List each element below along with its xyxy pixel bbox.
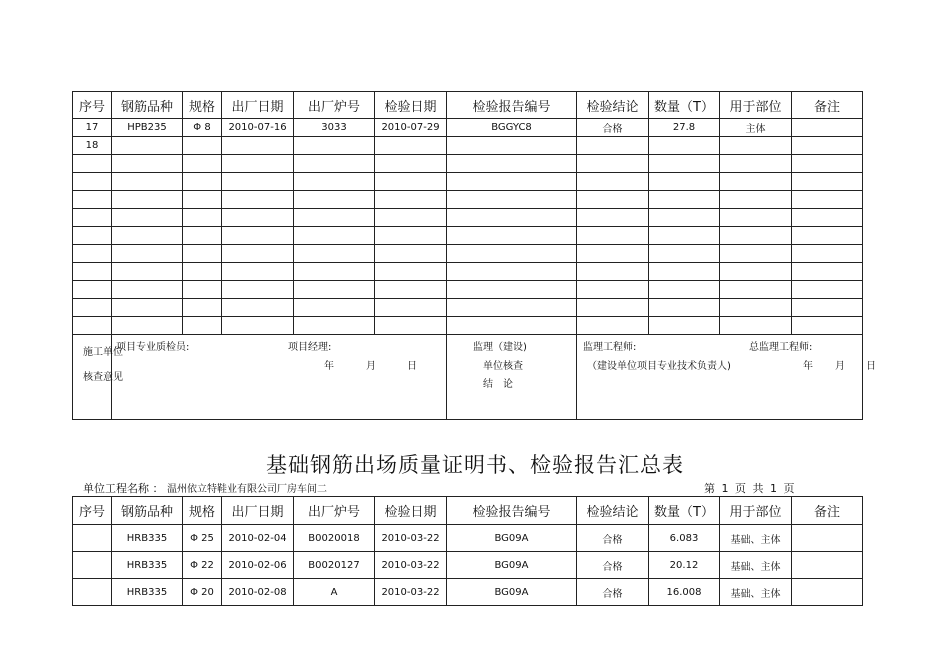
- table-cell: [375, 173, 447, 191]
- column-header: 检验报告编号: [447, 92, 577, 119]
- table-cell: [447, 245, 577, 263]
- table-cell: [792, 209, 863, 227]
- table-cell: Φ 8: [183, 119, 222, 137]
- table-cell: A: [294, 579, 375, 606]
- column-header: 出厂炉号: [294, 92, 375, 119]
- unit-project-name: 温州依立特鞋业有限公司厂房车间二: [167, 484, 327, 495]
- table-cell: [73, 263, 112, 281]
- table-cell: [792, 155, 863, 173]
- table-cell: [447, 191, 577, 209]
- table-cell: [792, 245, 863, 263]
- table-cell: BGGYC8: [447, 119, 577, 137]
- table-cell: [720, 209, 792, 227]
- table-cell: HRB335: [112, 579, 183, 606]
- table-cell: [222, 245, 294, 263]
- column-header: 数量（T）: [649, 92, 720, 119]
- table-cell: [720, 173, 792, 191]
- column-header: 备注: [792, 92, 863, 119]
- table-cell: [649, 299, 720, 317]
- table-cell: [222, 299, 294, 317]
- month-label: 月: [835, 361, 845, 372]
- table-cell: [577, 263, 649, 281]
- table-cell: HPB235: [112, 119, 183, 137]
- table-cell: [112, 317, 183, 335]
- table-row: [73, 579, 863, 606]
- table-cell: Φ 22: [183, 552, 222, 579]
- table-row: [73, 155, 863, 173]
- table-cell: [112, 281, 183, 299]
- unit-review-label: 单位核查: [483, 361, 523, 372]
- table-cell: [294, 245, 375, 263]
- table-cell: [577, 155, 649, 173]
- table-cell: [73, 299, 112, 317]
- table-cell: [222, 173, 294, 191]
- table-cell: [183, 245, 222, 263]
- table-cell: [792, 191, 863, 209]
- table-cell: [649, 173, 720, 191]
- table-cell: 20.12: [649, 552, 720, 579]
- table-cell: [112, 191, 183, 209]
- page-title: 基础钢筋出场质量证明书、检验报告汇总表: [266, 453, 684, 477]
- column-header: 钢筋品种: [112, 92, 183, 119]
- table-cell: [294, 227, 375, 245]
- table-cell: [73, 525, 112, 552]
- column-header: 备注: [792, 497, 863, 525]
- column-header: 出厂日期: [222, 92, 294, 119]
- column-header: 用于部位: [720, 92, 792, 119]
- table-cell: [222, 317, 294, 335]
- review-opinion-label: 核查意见: [83, 372, 123, 383]
- table-row: [73, 299, 863, 317]
- table-row: [73, 191, 863, 209]
- unit-project-line: [83, 480, 327, 496]
- table-cell: [73, 191, 112, 209]
- column-header: 检验报告编号: [447, 497, 577, 525]
- table-cell: [720, 263, 792, 281]
- table-row: [73, 245, 863, 263]
- table-cell: HRB335: [112, 525, 183, 552]
- table-cell: [720, 227, 792, 245]
- column-header: 序号: [73, 497, 112, 525]
- page-info: 第 1 页 共 1 页: [704, 482, 795, 495]
- table-cell: [183, 137, 222, 155]
- table-cell: [792, 579, 863, 606]
- table-cell: [183, 317, 222, 335]
- header-row: [73, 92, 863, 119]
- chief-supervising-engineer-label: 总监理工程师:: [749, 342, 813, 353]
- table-cell: [375, 155, 447, 173]
- table-cell: [720, 137, 792, 155]
- table-cell: [792, 227, 863, 245]
- table-cell: [183, 281, 222, 299]
- table-cell: [73, 317, 112, 335]
- table-cell: [294, 137, 375, 155]
- table-cell: 2010-02-08: [222, 579, 294, 606]
- table-cell: 17: [73, 119, 112, 137]
- table-cell: [183, 209, 222, 227]
- table-cell: [294, 173, 375, 191]
- table-cell: [577, 173, 649, 191]
- column-header: 出厂炉号: [294, 497, 375, 525]
- table-cell: [649, 137, 720, 155]
- table-cell: [73, 173, 112, 191]
- table-cell: 2010-02-04: [222, 525, 294, 552]
- table-cell: 2010-03-22: [375, 525, 447, 552]
- project-manager-label: 项目经理:: [288, 342, 332, 353]
- table-cell: BG09A: [447, 579, 577, 606]
- table-cell: [73, 552, 112, 579]
- table-cell: 合格: [577, 579, 649, 606]
- table-cell: 合格: [577, 119, 649, 137]
- month-label: 月: [366, 361, 376, 372]
- table-cell: [222, 137, 294, 155]
- table-cell: [577, 281, 649, 299]
- supervision-label: 监理（建设): [473, 342, 527, 353]
- column-header: 规格: [183, 497, 222, 525]
- table-cell: [73, 227, 112, 245]
- table-cell: [577, 137, 649, 155]
- table-cell: [649, 155, 720, 173]
- table-cell: [222, 281, 294, 299]
- construction-sign-cell: [112, 335, 447, 420]
- table-cell: [183, 155, 222, 173]
- table-row: [73, 263, 863, 281]
- table-cell: [720, 191, 792, 209]
- table-cell: [375, 209, 447, 227]
- table-row: [73, 227, 863, 245]
- table-cell: [792, 137, 863, 155]
- table-row: [73, 173, 863, 191]
- table-cell: [792, 317, 863, 335]
- table-cell: 2010-03-22: [375, 552, 447, 579]
- table-cell: [649, 281, 720, 299]
- table-cell: 3033: [294, 119, 375, 137]
- year-label: 年: [324, 361, 334, 372]
- table-cell: [649, 191, 720, 209]
- table-cell: [222, 155, 294, 173]
- table-cell: [577, 227, 649, 245]
- header-row: [73, 497, 863, 525]
- table-cell: [577, 245, 649, 263]
- table-row: [73, 137, 863, 155]
- table-cell: 2010-02-06: [222, 552, 294, 579]
- construction-unit-cell: [73, 335, 123, 420]
- table-cell: [294, 191, 375, 209]
- table-cell: [294, 317, 375, 335]
- table-cell: [294, 299, 375, 317]
- table-cell: [183, 227, 222, 245]
- table-cell: [447, 155, 577, 173]
- table-cell: [447, 137, 577, 155]
- table-cell: [294, 209, 375, 227]
- table-row: [73, 119, 863, 137]
- table-cell: [375, 281, 447, 299]
- summary-table: [72, 496, 863, 606]
- table-cell: [720, 299, 792, 317]
- table-cell: 合格: [577, 525, 649, 552]
- table-cell: [73, 209, 112, 227]
- table-cell: [183, 191, 222, 209]
- table-cell: [720, 245, 792, 263]
- table-cell: [720, 155, 792, 173]
- table-cell: [73, 281, 112, 299]
- table-cell: [294, 281, 375, 299]
- table-row: [73, 552, 863, 579]
- supervision-label-cell: [447, 335, 577, 420]
- table-cell: 2010-03-22: [375, 579, 447, 606]
- table-cell: 基础、主体: [720, 579, 792, 606]
- conclusion-label: 结 论: [483, 379, 513, 390]
- table-cell: B0020018: [294, 525, 375, 552]
- table-cell: [294, 263, 375, 281]
- table-cell: Φ 20: [183, 579, 222, 606]
- table-cell: [112, 137, 183, 155]
- table-cell: [447, 209, 577, 227]
- day-label: 日: [407, 361, 417, 372]
- table-cell: [375, 263, 447, 281]
- table-cell: [112, 209, 183, 227]
- table-cell: [447, 317, 577, 335]
- column-header: 检验结论: [577, 497, 649, 525]
- table-cell: [447, 281, 577, 299]
- table-row: [73, 317, 863, 335]
- table-cell: BG09A: [447, 552, 577, 579]
- table-cell: [73, 155, 112, 173]
- table-cell: 2010-07-16: [222, 119, 294, 137]
- signature-row: [73, 335, 863, 420]
- table-cell: [649, 209, 720, 227]
- table-cell: [649, 317, 720, 335]
- table-cell: [183, 173, 222, 191]
- construction-unit-label: 施工单位: [83, 347, 123, 358]
- supervision-sign-cell: [577, 335, 876, 420]
- table-cell: [792, 119, 863, 137]
- table-cell: 27.8: [649, 119, 720, 137]
- table-cell: [112, 245, 183, 263]
- table-continuation: [72, 91, 876, 420]
- column-header: 钢筋品种: [112, 497, 183, 525]
- table-cell: [720, 281, 792, 299]
- table-cell: [792, 525, 863, 552]
- table-cell: 2010-07-29: [375, 119, 447, 137]
- table-cell: [447, 299, 577, 317]
- table-cell: [183, 299, 222, 317]
- table-cell: [792, 281, 863, 299]
- table-cell: [73, 579, 112, 606]
- table-cell: [792, 299, 863, 317]
- table-cell: [112, 263, 183, 281]
- table-cell: Φ 25: [183, 525, 222, 552]
- table-cell: [375, 191, 447, 209]
- column-header: 检验日期: [375, 497, 447, 525]
- table-cell: 基础、主体: [720, 552, 792, 579]
- table-cell: HRB335: [112, 552, 183, 579]
- table-cell: 基础、主体: [720, 525, 792, 552]
- column-header: 序号: [73, 92, 112, 119]
- table-cell: [112, 299, 183, 317]
- table-cell: 16.008: [649, 579, 720, 606]
- table-cell: 6.083: [649, 525, 720, 552]
- table-cell: [183, 263, 222, 281]
- table-row: [73, 209, 863, 227]
- table-cell: [112, 173, 183, 191]
- table-cell: 合格: [577, 552, 649, 579]
- table-cell: [447, 263, 577, 281]
- table-cell: [792, 173, 863, 191]
- table-cell: [447, 173, 577, 191]
- table-cell: [577, 191, 649, 209]
- table-cell: [792, 263, 863, 281]
- table-cell: [222, 209, 294, 227]
- table-cell: 主体: [720, 119, 792, 137]
- table-cell: BG09A: [447, 525, 577, 552]
- table-cell: [577, 299, 649, 317]
- table-cell: [577, 317, 649, 335]
- unit-project-label: 单位工程名称 ：: [83, 482, 164, 495]
- column-header: 出厂日期: [222, 497, 294, 525]
- table-cell: [112, 155, 183, 173]
- table-cell: [375, 137, 447, 155]
- table-cell: B0020127: [294, 552, 375, 579]
- quality-inspector-label: 项目专业质检员:: [116, 342, 190, 353]
- table-cell: 18: [73, 137, 112, 155]
- table-cell: [222, 227, 294, 245]
- table-cell: [294, 155, 375, 173]
- table-cell: [375, 227, 447, 245]
- table-cell: [577, 209, 649, 227]
- table-cell: [375, 317, 447, 335]
- table-cell: [73, 245, 112, 263]
- table-cell: [222, 191, 294, 209]
- table-cell: [375, 245, 447, 263]
- supervising-engineer-label: 监理工程师:: [583, 342, 637, 353]
- table-row: [73, 525, 863, 552]
- table-cell: [720, 317, 792, 335]
- table-cell: [222, 263, 294, 281]
- column-header: 规格: [183, 92, 222, 119]
- table-cell: [375, 299, 447, 317]
- table-row: [73, 281, 863, 299]
- construction-tech-lead-label: （建设单位项目专业技术负责人): [587, 361, 731, 372]
- table-cell: [649, 227, 720, 245]
- year-label: 年: [803, 361, 813, 372]
- column-header: 检验日期: [375, 92, 447, 119]
- day-label: 日: [866, 361, 876, 372]
- table-cell: [649, 245, 720, 263]
- column-header: 用于部位: [720, 497, 792, 525]
- table-cell: [447, 227, 577, 245]
- table-cell: [112, 227, 183, 245]
- column-header: 检验结论: [577, 92, 649, 119]
- column-header: 数量（T）: [649, 497, 720, 525]
- table-cell: [649, 263, 720, 281]
- table-cell: [792, 552, 863, 579]
